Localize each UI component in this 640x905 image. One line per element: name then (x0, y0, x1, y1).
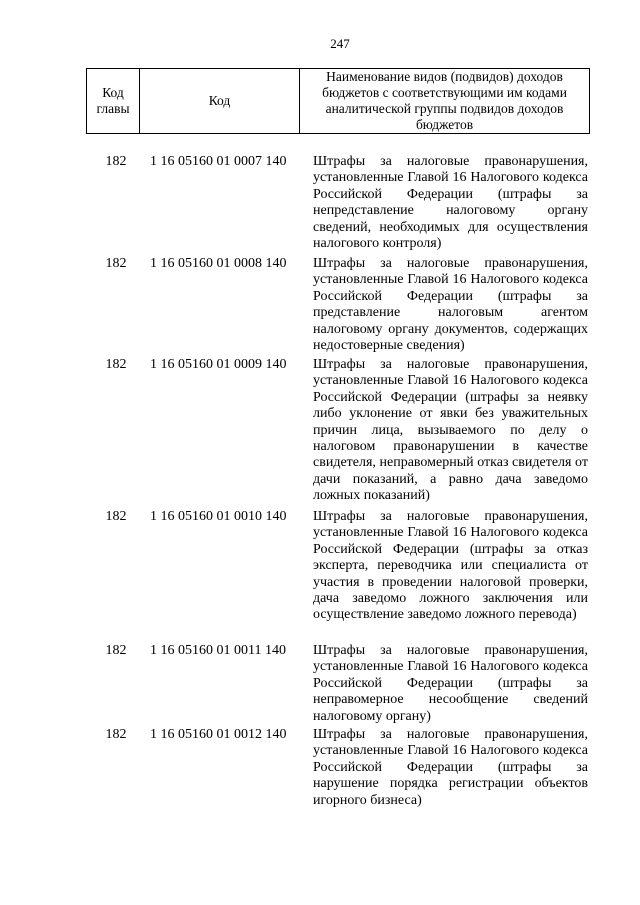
name-cell: Штрафы за налоговые правонарушения, установленные Главой 16 Налогового кодекса Российской Федерации (штрафы за отказ эксперта, переводчика или специалиста от участия в проведении налоговой проверки, дача заведомо ложного заключения или осуществление заведомо ложного перевода) (313, 509, 588, 623)
name-cell: Штрафы за налоговые правонарушения, установленные Главой 16 Налогового кодекса Российской Федерации (штрафы за неявку либо уклонение от явки без уважительных причин лица, вызываемого по делу о налоговом правонарушении в качестве свидетеля, неправомерный отказ свидетеля от дачи показаний, а равно дача заведомо ложных показаний) (313, 357, 588, 504)
table-header (86, 68, 590, 134)
header-chapter-code: Код главы (87, 69, 140, 133)
chapter-cell: 182 (105, 509, 127, 524)
code-cell: 1 16 05160 01 0008 140 (150, 256, 287, 271)
chapter-cell: 182 (105, 256, 127, 271)
code-cell: 1 16 05160 01 0012 140 (150, 727, 287, 742)
table-row (86, 357, 590, 509)
table-row (86, 509, 590, 643)
name-cell: Штрафы за налоговые правонарушения, установленные Главой 16 Налогового кодекса Российской Федерации (штрафы за нарушение порядка регистрации объектов игорного бизнеса) (313, 727, 588, 808)
table-row (86, 643, 590, 727)
page-number: 247 (330, 36, 350, 51)
code-cell: 1 16 05160 01 0007 140 (150, 154, 287, 169)
name-cell: Штрафы за налоговые правонарушения, установленные Главой 16 Налогового кодекса Российской Федерации (штрафы за непредставление налоговому органу сведений, необходимых для осуществления налогового контроля) (313, 154, 588, 252)
table-row (86, 154, 590, 256)
name-cell: Штрафы за налоговые правонарушения, установленные Главой 16 Налогового кодекса Российской Федерации (штрафы за неправомерное несообщение сведений налоговому органу) (313, 643, 588, 724)
code-cell: 1 16 05160 01 0009 140 (150, 357, 287, 372)
table-body (86, 154, 590, 809)
header-code: Код (140, 69, 300, 133)
name-cell: Штрафы за налоговые правонарушения, установленные Главой 16 Налогового кодекса Российской Федерации (штрафы за представление налоговым агентом налоговому органу документов, содержащих недостоверные сведения) (313, 256, 588, 354)
table-row (86, 256, 590, 357)
chapter-cell: 182 (105, 643, 127, 658)
chapter-cell: 182 (105, 727, 127, 742)
table-row (86, 727, 590, 809)
code-cell: 1 16 05160 01 0011 140 (150, 643, 286, 658)
header-name: Наименование видов (подвидов) доходов бюджетов с соответствующими им кодами аналитической группы подвидов доходов бюджетов (322, 69, 567, 132)
chapter-cell: 182 (105, 154, 127, 169)
code-cell: 1 16 05160 01 0010 140 (150, 509, 287, 524)
chapter-cell: 182 (105, 357, 127, 372)
